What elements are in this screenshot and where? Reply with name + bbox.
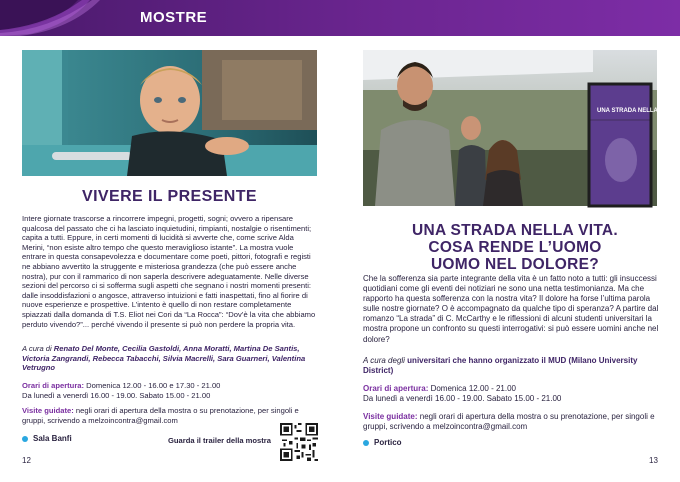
banner-text [597,108,673,114]
trailer-label: Guarda il trailer della mostra [168,436,271,445]
visits-text: negli orari di apertura della mostra o su prenotazione, per singoli e gruppi, scrivendo a melzoincontra@gmail.com [22,406,299,425]
exhibition-title-right [350,222,680,273]
curators-prefix: A cura di [22,344,54,353]
qr-code-icon[interactable] [280,423,318,461]
header-swoosh-decoration [0,0,130,36]
hours-label: Orari di apertura: [22,381,85,390]
curators-right [363,356,659,376]
visits-label: Visite guidate: [363,412,418,421]
banner-tspan: UNA STRADA NELLA VITA [597,108,673,114]
location-name: Portico [374,438,402,447]
curators-names: Renato Del Monte, Cecilia Gastoldi, Anna Moratti, Martina De Santis, Victoria Zangrandi, Rebecca Tabacchi, Silvia Macrelli, Sara Guarneri, Valentina Vetrugno [22,344,306,373]
location-dot-icon [22,436,28,442]
opening-hours-left [22,381,318,400]
section-label: MOSTRE [140,9,208,26]
location-dot-icon [363,440,369,446]
hours-line2: Da lunedì a venerdì 16.00 - 19.00. Sabato 15.00 - 21.00 [363,394,562,403]
title-line2: COSA RENDE L’UOMO [428,239,602,256]
visits-label: Visite guidate: [22,406,74,415]
location-name: Sala Banfi [33,434,72,443]
curators-prefix: A cura degli [363,356,408,365]
exhibition-photo-boy-in-car [22,50,317,176]
page-number-left: 12 [22,456,31,465]
hours-line1: Domenica 12.00 - 16.00 e 17.30 - 21.00 [84,381,221,390]
photo-illustration [363,50,673,206]
visits-text: negli orari di apertura della mostra o su prenotazione, per singoli e gruppi, scrivendo a melzoincontra@gmail.com [363,412,655,431]
location-right [363,438,402,447]
curators-names: universitari che hanno organizzato il MUD (Milano University District) [363,356,638,375]
title-line3: UOMO NEL DOLORE? [430,256,600,273]
hours-line2: Da lunedì a venerdì 16.00 - 19.00. Sabato 15.00 - 21.00 [22,390,211,400]
exhibition-title-left: VIVERE IL PRESENTE [82,188,257,205]
photo-illustration [22,50,317,176]
title-line1: UNA STRADA NELLA VITA. [411,222,619,239]
guided-visits-left [22,406,318,425]
header-band [0,0,680,36]
page-number-right: 13 [649,456,658,465]
guided-visits-right [363,412,659,432]
exhibition-description-left: Intere giornate trascorse a rincorrere impegni, progetti, sogni; ovvero a ripensare qualcosa del passato che ci ha lasciato inquietudini, rimpianti, nostalgie o risentimenti; capita a tutti. Eppure, in certi momenti di lucidità si avverte che, come scrive Alda Merini, “non esiste altro tempo che questo meraviglioso istante”. La mostra vuole entrare in questa consapevolezza e documentare come poeti, pittori, fotografi e registi ne abbiano avvertito la struggente e misteriosa grandezza (che può essere anche nostra), pur con il rammarico di non saperla descrivere adeguatamente. Nelle diverse sezioni del percorso ci si sofferma sugli aspetti che segnano i nostri momenti presenti: dalle insoddisfazioni o angosce, attraverso intuizioni e fatti inaspettati, fino al fiorire di nuove esperienze e prospettive. L’intento è quello di non restare completamente spiazzati dalla domanda di T.S. Eliot nei Cori da “La Rocca”: “Dov’è la vita che abbiamo perduto vivendo?”... perché vivendo il presente si può non perdere la propria vita. [22,214,316,329]
exhibition-photo-students [363,50,673,206]
curators-left [22,344,318,373]
opening-hours-right [363,384,659,404]
location-left [22,434,72,443]
exhibition-description-right: Che la sofferenza sia parte integrante della vita è un fatto noto a tutti: gli insuccessi quotidiani come gli eventi dei notiziari ne sono una netta testimonianza. Ma che rapporto ha questa sofferenza con la nostra vita? Il dolore ha forse l’ultima parola sulle nostre giornate? O è accompagnato da qualche tipo di speranza? A partire dal romanzo “La strada” di C. McCarthy e le riflessioni di alcuni studenti universitari la mostra propone un confronto su questi interrogativi: si può essere uomini anche nel dolore? [363,274,659,344]
hours-label: Orari di apertura: [363,384,429,393]
hours-line1: Domenica 12.00 - 21.00 [428,384,516,393]
